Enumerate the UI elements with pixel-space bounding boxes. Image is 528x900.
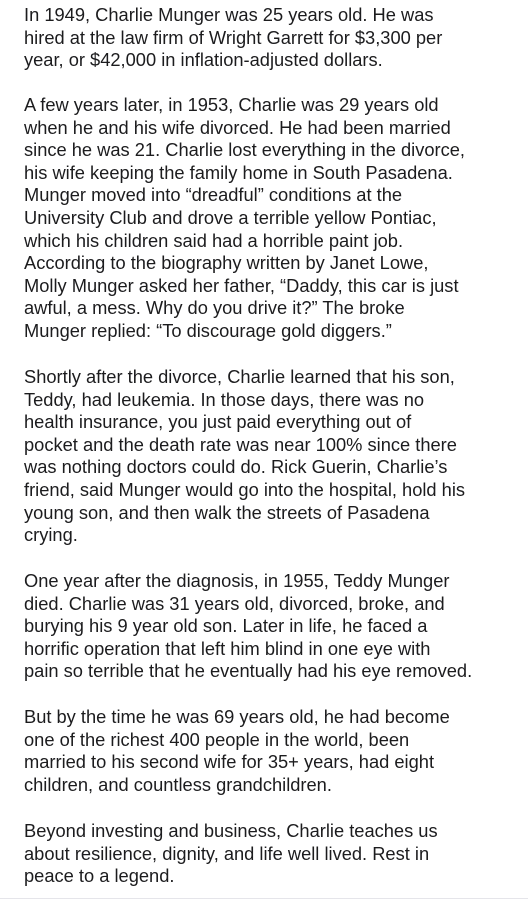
text-line: died. Charlie was 31 years old, divorced, broke, and	[24, 592, 445, 614]
paragraph-5	[24, 706, 450, 796]
text-line: friend, said Munger would go into the hospital, hold his	[24, 478, 466, 500]
text-line: Molly Munger asked her father, “Daddy, this car is just	[24, 274, 459, 296]
text-line: horrific operation that left him blind in one eye with	[24, 637, 431, 659]
text-line: his wife keeping the family home in South Pasadena.	[24, 161, 453, 183]
text-line: burying his 9 year old son. Later in life, he faced a	[24, 615, 428, 637]
text-line: But by the time he was 69 years old, he had become	[24, 706, 450, 727]
text-line: crying.	[24, 524, 78, 546]
text-line: A few years later, in 1953, Charlie was 29 years old	[24, 94, 439, 115]
text-line: Munger moved into “dreadful” conditions at the	[24, 184, 403, 206]
text-line: Beyond investing and business, Charlie teaches us	[24, 820, 438, 841]
text-line: one of the richest 400 people in the world, been	[24, 728, 410, 750]
text-line: young son, and then walk the streets of Pasadena	[24, 501, 430, 523]
text-line: about resilience, dignity, and life well lived. Rest in	[24, 842, 430, 864]
text-line: since he was 21. Charlie lost everything in the divorce,	[24, 139, 466, 161]
text-line: awful, a mess. Why do you drive it?” The broke	[24, 297, 405, 319]
text-line: was nothing doctors could do. Rick Guerin, Charlie’s	[24, 456, 448, 478]
text-line: health insurance, you just paid everything out of	[24, 411, 412, 433]
divider	[0, 898, 528, 899]
text-line: children, and countless grandchildren.	[24, 773, 332, 795]
text-line: One year after the diagnosis, in 1955, Teddy Munger	[24, 570, 450, 591]
text-line: year, or $42,000 in inflation-adjusted dollars.	[24, 49, 383, 71]
text-line: which his children said had a horrible paint job.	[24, 229, 404, 251]
text-line: hired at the law firm of Wright Garrett for $3,300 per	[24, 26, 443, 48]
text-line: University Club and drove a terrible yellow Pontiac,	[24, 206, 437, 228]
text-line: when he and his wife divorced. He had been married	[24, 116, 451, 138]
paragraph-2	[24, 94, 465, 343]
text-line: pain so terrible that he eventually had his eye removed.	[24, 660, 473, 682]
text-line: Teddy, had leukemia. In those days, there was no	[24, 388, 425, 410]
text-line: Shortly after the divorce, Charlie learned that his son,	[24, 366, 455, 387]
paragraph-6	[24, 820, 438, 888]
text-line: pocket and the death rate was near 100% since there	[24, 433, 457, 455]
text-line: Munger replied: “To discourage gold diggers.”	[24, 319, 392, 341]
text-line: peace to a legend.	[24, 865, 175, 887]
text-line: According to the biography written by Janet Lowe,	[24, 252, 429, 274]
paragraph-1	[24, 4, 442, 72]
text-line: In 1949, Charlie Munger was 25 years old. He was	[24, 4, 434, 25]
paragraph-4	[24, 570, 472, 683]
paragraph-3	[24, 366, 465, 547]
text-line: married to his second wife for 35+ years, had eight	[24, 751, 435, 773]
